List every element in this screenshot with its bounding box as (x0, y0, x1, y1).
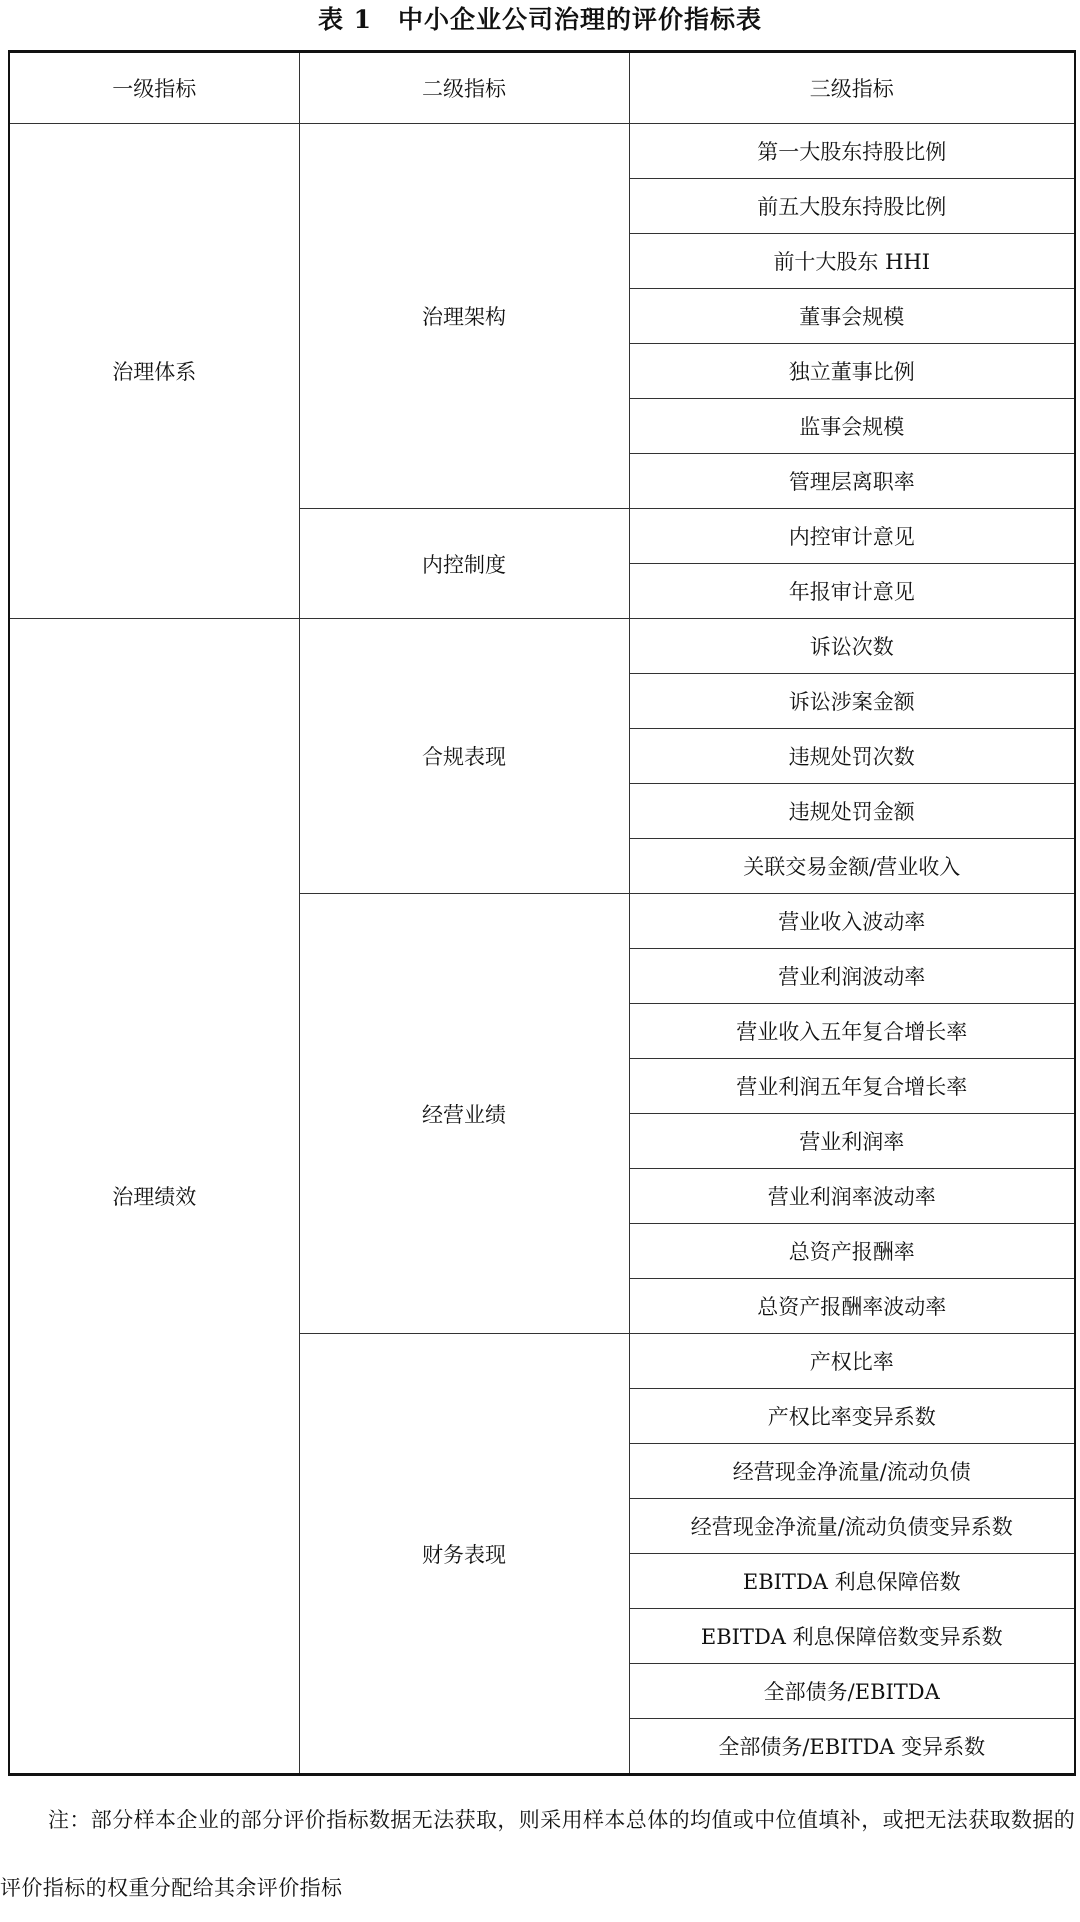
level3-cell: 年报审计意见 (629, 564, 1075, 619)
level3-cell: 营业收入波动率 (629, 894, 1075, 949)
level3-cell: EBITDA 利息保障倍数 (629, 1554, 1075, 1609)
level3-cell: 诉讼涉案金额 (629, 674, 1075, 729)
level3-cell: 营业利润率 (629, 1114, 1075, 1169)
level3-cell: 经营现金净流量/流动负债变异系数 (629, 1499, 1075, 1554)
level3-cell: 第一大股东持股比例 (629, 124, 1075, 179)
level3-cell: 全部债务/EBITDA 变异系数 (629, 1719, 1075, 1775)
table-row (9, 124, 1075, 179)
level3-cell: 营业收入五年复合增长率 (629, 1004, 1075, 1059)
indicator-table (8, 50, 1076, 1776)
level3-cell: 管理层离职率 (629, 454, 1075, 509)
level2-cell: 财务表现 (299, 1334, 629, 1775)
table-caption: 中小企业公司治理的评价指标表 (398, 5, 763, 34)
table-title (0, 2, 1080, 38)
level3-cell: 总资产报酬率波动率 (629, 1279, 1075, 1334)
level3-cell: 营业利润波动率 (629, 949, 1075, 1004)
table-row (9, 619, 1075, 674)
level2-cell: 内控制度 (299, 509, 629, 619)
level3-cell: 产权比率变异系数 (629, 1389, 1075, 1444)
header-row (9, 52, 1075, 124)
level3-cell: 内控审计意见 (629, 509, 1075, 564)
level3-cell: 营业利润率波动率 (629, 1169, 1075, 1224)
level3-cell: 营业利润五年复合增长率 (629, 1059, 1075, 1114)
level3-cell: 全部债务/EBITDA (629, 1664, 1075, 1719)
header-level1: 一级指标 (9, 52, 299, 124)
header-level2: 二级指标 (299, 52, 629, 124)
level3-cell: 董事会规模 (629, 289, 1075, 344)
level2-cell: 经营业绩 (299, 894, 629, 1334)
level3-cell: 独立董事比例 (629, 344, 1075, 399)
table-note: 注：部分样本企业的部分评价指标数据无法获取，则采用样本总体的均值或中位值填补，或把无法获取数据的评价指标的权重分配给其余评价指标 (0, 1808, 1076, 1900)
header-level3: 三级指标 (629, 52, 1075, 124)
level3-cell: 前十大股东 HHI (629, 234, 1075, 289)
level3-cell: 关联交易金额/营业收入 (629, 839, 1075, 894)
table-body (9, 124, 1075, 1775)
table-header (9, 52, 1075, 124)
level3-cell: 前五大股东持股比例 (629, 179, 1075, 234)
level2-cell: 合规表现 (299, 619, 629, 894)
level3-cell: 违规处罚金额 (629, 784, 1075, 839)
level1-cell: 治理体系 (9, 124, 299, 619)
level3-cell: 产权比率 (629, 1334, 1075, 1389)
level3-cell: 违规处罚次数 (629, 729, 1075, 784)
level1-cell: 治理绩效 (9, 619, 299, 1775)
level3-cell: 监事会规模 (629, 399, 1075, 454)
level3-cell: 诉讼次数 (629, 619, 1075, 674)
level3-cell: 总资产报酬率 (629, 1224, 1075, 1279)
level2-cell: 治理架构 (299, 124, 629, 509)
level3-cell: 经营现金净流量/流动负债 (629, 1444, 1075, 1499)
level3-cell: EBITDA 利息保障倍数变异系数 (629, 1609, 1075, 1664)
table-number: 表 1 (317, 5, 373, 34)
